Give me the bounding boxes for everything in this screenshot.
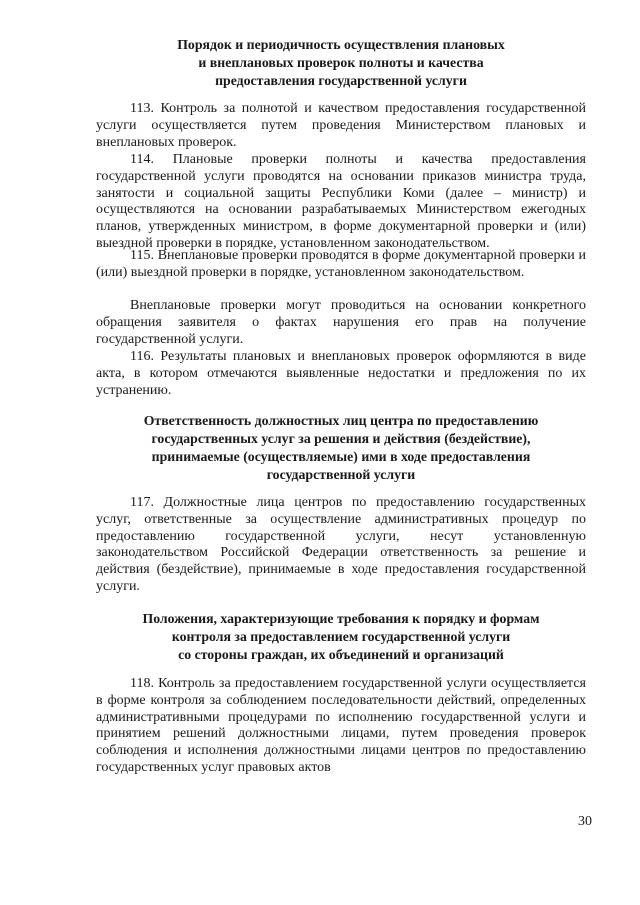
heading-line: государственных услуг за решения и действия (бездействие), xyxy=(151,431,531,446)
heading-line: Порядок и периодичность осуществления плановых xyxy=(177,37,505,52)
section-heading-responsibility xyxy=(96,412,586,484)
heading-line: и внеплановых проверок полноты и качества xyxy=(198,55,484,70)
section-heading-control-requirements xyxy=(96,610,586,664)
paragraph-117: 117. Должностные лица центров по предоставлению государственных услуг, ответственные за осуществление административных процедур по предоставлению государственной услуги, несут установленную законодательством Российской Федерации ответственность за решение и действия (бездействие), принимаемые в ходе предоставления государственной услуги. xyxy=(96,495,586,594)
heading-line: Ответственность должностных лиц центра по предоставлению xyxy=(143,413,539,428)
heading-line: Положения, характеризующие требования к порядку и формам xyxy=(142,611,540,626)
heading-line: государственной услуги xyxy=(266,467,416,482)
paragraph-115-continued: Внеплановые проверки могут проводиться на основании конкретного обращения заявителя о фактах нарушения его прав на получение государственной услуги. xyxy=(96,298,586,347)
paragraph-113: 113. Контроль за полнотой и качеством предоставления государственной услуги осуществляется путем проведения Министерством плановых и внеплановых проверок. xyxy=(96,101,586,150)
heading-line: предоставления государственной услуги xyxy=(215,73,467,88)
paragraph-118: 118. Контроль за предоставлением государственной услуги осуществляется в форме контроля за соблюдением последовательности действий, определенных административными процедурами по исполнению государственной услуги и принятием решений должностными лицами, путем проведения проверок соблюдения и исполнения должностными лицами центров по предоставлению государственных услуг правовых актов xyxy=(96,676,586,775)
paragraph-114: 114. Плановые проверки полноты и качества предоставления государственной услуги проводятся на основании приказов министра труда, занятости и социальной защиты Республики Коми (далее – министр) и осуществляются на основании разрабатываемых Министерством ежегодных планов, утвержденных министром, в форме документарной проверки и (или) выездной проверки в порядке, установленном законодательством. xyxy=(96,152,586,251)
heading-line: со стороны граждан, их объединений и организаций xyxy=(178,647,504,662)
paragraph-116: 116. Результаты плановых и внеплановых проверок оформляются в виде акта, в котором отмечаются выявленные недостатки и предложения по их устранению. xyxy=(96,349,586,398)
paragraph-115: 115. Внеплановые проверки проводятся в форме документарной проверки и (или) выездной проверки в порядке, установленном законодательством. xyxy=(96,248,586,280)
section-heading-inspections xyxy=(96,36,586,90)
heading-line: принимаемые (осуществляемые) ими в ходе предоставления xyxy=(151,449,531,464)
heading-line: контроля за предоставлением государственной услуги xyxy=(171,629,511,644)
page-number: 30 xyxy=(578,814,592,829)
